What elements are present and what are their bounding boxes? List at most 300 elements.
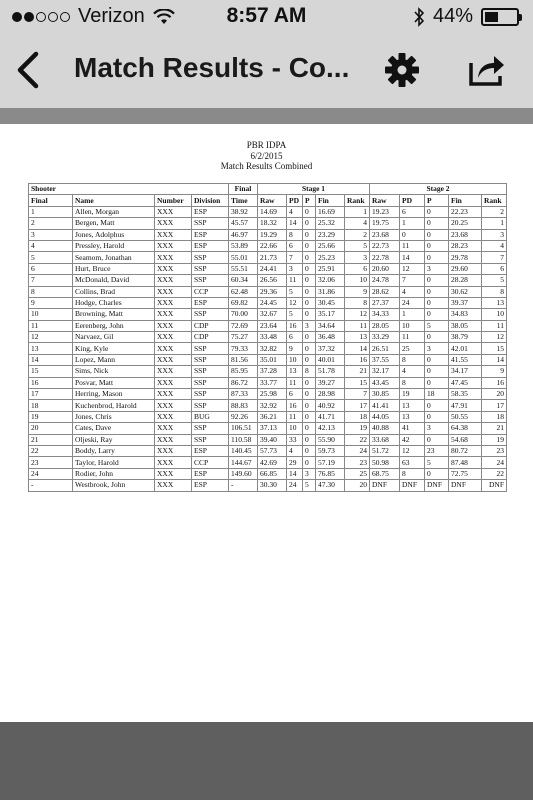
- table-cell: 14.69: [258, 206, 287, 217]
- table-cell: 7: [400, 275, 425, 286]
- table-cell: BUG: [192, 411, 229, 422]
- table-cell: 66.85: [258, 468, 287, 479]
- table-cell: 17: [345, 400, 370, 411]
- column-header: Raw: [370, 195, 400, 206]
- table-cell: Rodier, John: [73, 468, 155, 479]
- table-cell: 0: [303, 275, 316, 286]
- table-cell: 33.68: [370, 434, 400, 445]
- table-cell: SSP: [192, 252, 229, 263]
- table-cell: 69.82: [229, 297, 258, 308]
- table-cell: 9: [29, 297, 73, 308]
- table-cell: 0: [425, 206, 449, 217]
- table-cell: 2: [482, 206, 507, 217]
- table-cell: 40.92: [316, 400, 345, 411]
- table-cell: 0: [425, 354, 449, 365]
- table-cell: 1: [482, 218, 507, 229]
- column-header: Name: [73, 195, 155, 206]
- table-cell: 9: [345, 286, 370, 297]
- group-stage1: Stage 1: [258, 184, 370, 195]
- table-cell: 10: [287, 423, 303, 434]
- table-cell: 4: [29, 240, 73, 251]
- table-cell: SSP: [192, 309, 229, 320]
- table-cell: 59.73: [316, 445, 345, 456]
- table-cell: 18.32: [258, 218, 287, 229]
- table-cell: 12: [482, 332, 507, 343]
- table-cell: XXX: [155, 297, 192, 308]
- table-cell: 12: [400, 445, 425, 456]
- table-cell: 24.41: [258, 263, 287, 274]
- table-cell: 32.17: [370, 366, 400, 377]
- status-time: 8:57 AM: [226, 4, 307, 27]
- table-cell: 12: [29, 332, 73, 343]
- table-cell: 43.45: [370, 377, 400, 388]
- table-row: [29, 297, 507, 308]
- table-cell: 3: [303, 468, 316, 479]
- table-cell: SSP: [192, 389, 229, 400]
- table-cell: 40.01: [316, 354, 345, 365]
- table-cell: 37.32: [316, 343, 345, 354]
- table-cell: 0: [303, 377, 316, 388]
- table-cell: 16: [482, 377, 507, 388]
- table-cell: 1: [400, 309, 425, 320]
- table-cell: 140.45: [229, 445, 258, 456]
- table-row: [29, 434, 507, 445]
- table-cell: 22.78: [370, 252, 400, 263]
- table-cell: 32.82: [258, 343, 287, 354]
- table-cell: 0: [425, 252, 449, 263]
- table-cell: 0: [425, 332, 449, 343]
- table-cell: 3: [425, 263, 449, 274]
- table-cell: 22: [345, 434, 370, 445]
- table-cell: 6: [345, 263, 370, 274]
- table-cell: 28.98: [316, 389, 345, 400]
- table-cell: 7: [29, 275, 73, 286]
- table-cell: XXX: [155, 206, 192, 217]
- table-cell: 51.78: [316, 366, 345, 377]
- table-cell: Pressley, Harold: [73, 240, 155, 251]
- table-cell: 6: [400, 206, 425, 217]
- table-cell: 5: [482, 275, 507, 286]
- table-cell: 3: [425, 423, 449, 434]
- group-final: Final: [229, 184, 258, 195]
- table-cell: 64.38: [449, 423, 482, 434]
- table-cell: 8: [482, 286, 507, 297]
- page-title: Match Results - Co...: [74, 52, 350, 83]
- table-cell: 45.57: [229, 218, 258, 229]
- table-cell: 6: [29, 263, 73, 274]
- table-cell: 22.73: [370, 240, 400, 251]
- table-cell: XXX: [155, 252, 192, 263]
- table-cell: 10: [29, 309, 73, 320]
- table-cell: 0: [400, 229, 425, 240]
- table-cell: 0: [303, 343, 316, 354]
- table-cell: XXX: [155, 411, 192, 422]
- table-row: [29, 389, 507, 400]
- table-cell: 9: [482, 366, 507, 377]
- table-cell: Narvaez, Gil: [73, 332, 155, 343]
- table-cell: 20.25: [449, 218, 482, 229]
- table-cell: 5: [303, 480, 316, 491]
- table-cell: 0: [425, 309, 449, 320]
- column-header: Final: [29, 195, 73, 206]
- table-cell: 8: [400, 354, 425, 365]
- table-cell: 20.60: [370, 263, 400, 274]
- table-cell: 92.26: [229, 411, 258, 422]
- column-header: Fin: [449, 195, 482, 206]
- table-cell: 0: [303, 297, 316, 308]
- table-body: [29, 206, 507, 491]
- table-cell: Allen, Morgan: [73, 206, 155, 217]
- table-cell: Oljeski, Ray: [73, 434, 155, 445]
- table-cell: 41.41: [370, 400, 400, 411]
- table-cell: 15: [482, 343, 507, 354]
- table-cell: 58.35: [449, 389, 482, 400]
- table-cell: 0: [303, 389, 316, 400]
- table-cell: 33.77: [258, 377, 287, 388]
- table-cell: 5: [287, 309, 303, 320]
- table-cell: 106.51: [229, 423, 258, 434]
- group-shooter: Shooter: [29, 184, 229, 195]
- bluetooth-icon: [413, 7, 425, 27]
- document-view[interactable]: [0, 124, 533, 722]
- table-cell: 6: [482, 263, 507, 274]
- table-cell: XXX: [155, 229, 192, 240]
- table-cell: 0: [303, 286, 316, 297]
- table-cell: 22.66: [258, 240, 287, 251]
- table-cell: 25.91: [316, 263, 345, 274]
- table-cell: 26.56: [258, 275, 287, 286]
- table-cell: 12: [345, 309, 370, 320]
- battery-level: [485, 12, 498, 22]
- table-cell: SSP: [192, 434, 229, 445]
- table-cell: Jones, Chris: [73, 411, 155, 422]
- table-cell: 14: [287, 218, 303, 229]
- column-header: PD: [287, 195, 303, 206]
- table-cell: 11: [287, 275, 303, 286]
- table-cell: 46.97: [229, 229, 258, 240]
- table-cell: 47.45: [449, 377, 482, 388]
- gear-icon[interactable]: [384, 52, 420, 88]
- table-cell: 35.17: [316, 309, 345, 320]
- table-cell: 15: [345, 377, 370, 388]
- table-cell: 42.69: [258, 457, 287, 468]
- table-cell: 15: [29, 366, 73, 377]
- table-cell: 70.00: [229, 309, 258, 320]
- table-cell: XXX: [155, 445, 192, 456]
- table-cell: 36.48: [316, 332, 345, 343]
- table-cell: 75.27: [229, 332, 258, 343]
- table-cell: XXX: [155, 389, 192, 400]
- table-cell: 19.75: [370, 218, 400, 229]
- table-cell: XXX: [155, 468, 192, 479]
- table-cell: 8: [303, 366, 316, 377]
- table-cell: CCP: [192, 457, 229, 468]
- table-cell: Westbrook, John: [73, 480, 155, 491]
- chevron-left-icon[interactable]: [14, 50, 44, 90]
- table-cell: 0: [425, 286, 449, 297]
- table-cell: 85.95: [229, 366, 258, 377]
- table-row: [29, 240, 507, 251]
- table-cell: 19.29: [258, 229, 287, 240]
- table-cell: 19: [482, 434, 507, 445]
- table-cell: Posvar, Matt: [73, 377, 155, 388]
- table-cell: 76.85: [316, 468, 345, 479]
- table-cell: 26.51: [370, 343, 400, 354]
- table-cell: 24: [287, 480, 303, 491]
- table-cell: 18: [482, 411, 507, 422]
- table-cell: XXX: [155, 400, 192, 411]
- table-cell: 14: [400, 252, 425, 263]
- table-row: [29, 377, 507, 388]
- table-cell: SSP: [192, 377, 229, 388]
- table-cell: 33.48: [258, 332, 287, 343]
- table-column-header-row: [29, 195, 507, 206]
- table-cell: 4: [482, 240, 507, 251]
- table-cell: 0: [425, 218, 449, 229]
- table-cell: 34.83: [449, 309, 482, 320]
- battery-percent: 44%: [432, 5, 473, 27]
- table-cell: 18: [345, 411, 370, 422]
- table-row: [29, 206, 507, 217]
- table-cell: 11: [400, 240, 425, 251]
- column-header: P: [425, 195, 449, 206]
- table-cell: 60.34: [229, 275, 258, 286]
- table-cell: Kuchenbrod, Harold: [73, 400, 155, 411]
- table-cell: 54.68: [449, 434, 482, 445]
- table-cell: 14: [345, 343, 370, 354]
- table-cell: 4: [287, 206, 303, 217]
- table-cell: ESP: [192, 445, 229, 456]
- table-cell: ESP: [192, 240, 229, 251]
- table-cell: 13: [400, 411, 425, 422]
- table-cell: DNF: [370, 480, 400, 491]
- table-cell: DNF: [482, 480, 507, 491]
- battery-icon: [481, 8, 519, 26]
- table-cell: 5: [425, 457, 449, 468]
- table-cell: 0: [303, 309, 316, 320]
- column-header: Division: [192, 195, 229, 206]
- table-cell: 5: [425, 320, 449, 331]
- table-cell: 34.17: [449, 366, 482, 377]
- table-cell: 23.68: [370, 229, 400, 240]
- table-cell: Lopez, Mann: [73, 354, 155, 365]
- table-cell: 31.86: [316, 286, 345, 297]
- table-cell: 4: [400, 286, 425, 297]
- column-header: P: [303, 195, 316, 206]
- table-cell: SSP: [192, 354, 229, 365]
- table-cell: 27.37: [370, 297, 400, 308]
- table-row: [29, 457, 507, 468]
- table-cell: XXX: [155, 309, 192, 320]
- table-cell: 11: [29, 320, 73, 331]
- table-cell: 24: [482, 457, 507, 468]
- table-cell: 32.92: [258, 400, 287, 411]
- column-header: Time: [229, 195, 258, 206]
- table-cell: 16: [345, 354, 370, 365]
- table-cell: 32.06: [316, 275, 345, 286]
- column-header: Raw: [258, 195, 287, 206]
- table-cell: 10: [287, 354, 303, 365]
- table-cell: 4: [345, 218, 370, 229]
- table-cell: 23: [482, 445, 507, 456]
- table-cell: 19.23: [370, 206, 400, 217]
- table-cell: 0: [425, 240, 449, 251]
- table-cell: 12: [287, 297, 303, 308]
- table-cell: Cates, Dave: [73, 423, 155, 434]
- table-cell: 0: [303, 457, 316, 468]
- table-cell: 10: [400, 320, 425, 331]
- table-cell: 41: [400, 423, 425, 434]
- table-cell: 34.64: [316, 320, 345, 331]
- table-row: [29, 468, 507, 479]
- table-cell: 0: [425, 400, 449, 411]
- table-cell: 22: [482, 468, 507, 479]
- table-cell: 0: [303, 354, 316, 365]
- table-cell: 28.23: [449, 240, 482, 251]
- table-cell: 29.60: [449, 263, 482, 274]
- table-cell: 25.66: [316, 240, 345, 251]
- table-cell: 4: [287, 445, 303, 456]
- table-cell: 23: [29, 457, 73, 468]
- table-cell: 50.98: [370, 457, 400, 468]
- table-cell: Jones, Adolphus: [73, 229, 155, 240]
- table-row: [29, 354, 507, 365]
- doc-title: PBR IDPA: [246, 140, 287, 150]
- table-cell: Hodge, Charles: [73, 297, 155, 308]
- table-cell: 0: [425, 297, 449, 308]
- table-cell: Hurt, Bruce: [73, 263, 155, 274]
- table-cell: CCP: [192, 286, 229, 297]
- table-row: [29, 218, 507, 229]
- table-cell: 14: [287, 468, 303, 479]
- table-cell: 6: [287, 240, 303, 251]
- table-cell: 37.55: [370, 354, 400, 365]
- table-cell: 0: [303, 332, 316, 343]
- table-cell: 24.78: [370, 275, 400, 286]
- share-icon[interactable]: [466, 51, 506, 87]
- table-cell: 8: [345, 297, 370, 308]
- table-cell: 21: [482, 423, 507, 434]
- table-cell: XXX: [155, 480, 192, 491]
- table-cell: 33: [287, 434, 303, 445]
- table-cell: 13: [345, 332, 370, 343]
- status-right: [413, 5, 519, 28]
- table-cell: XXX: [155, 354, 192, 365]
- table-cell: 81.56: [229, 354, 258, 365]
- table-cell: SSP: [192, 366, 229, 377]
- table-cell: ESP: [192, 297, 229, 308]
- table-cell: 21.73: [258, 252, 287, 263]
- table-cell: ESP: [192, 468, 229, 479]
- table-cell: 0: [425, 377, 449, 388]
- table-cell: 22.23: [449, 206, 482, 217]
- table-cell: 7: [287, 252, 303, 263]
- table-cell: 1: [345, 206, 370, 217]
- table-cell: XXX: [155, 343, 192, 354]
- table-cell: XXX: [155, 332, 192, 343]
- table-cell: 0: [303, 263, 316, 274]
- document-header: [0, 140, 533, 172]
- table-cell: 24.45: [258, 297, 287, 308]
- table-cell: CDP: [192, 320, 229, 331]
- table-cell: 30.85: [370, 389, 400, 400]
- table-cell: 30.62: [449, 286, 482, 297]
- table-cell: SSP: [192, 400, 229, 411]
- table-cell: 30.30: [258, 480, 287, 491]
- table-cell: 20: [29, 423, 73, 434]
- table-row: [29, 320, 507, 331]
- column-header: Number: [155, 195, 192, 206]
- table-cell: DNF: [400, 480, 425, 491]
- table-cell: 25.32: [316, 218, 345, 229]
- table-cell: 68.75: [370, 468, 400, 479]
- table-cell: 16: [29, 377, 73, 388]
- column-header: Rank: [345, 195, 370, 206]
- table-cell: 29.78: [449, 252, 482, 263]
- table-cell: 24: [345, 445, 370, 456]
- table-cell: 63: [400, 457, 425, 468]
- table-cell: 86.72: [229, 377, 258, 388]
- table-cell: 24: [29, 468, 73, 479]
- table-cell: 5: [287, 286, 303, 297]
- table-cell: DNF: [449, 480, 482, 491]
- table-cell: 0: [303, 218, 316, 229]
- table-cell: XXX: [155, 457, 192, 468]
- table-cell: 25.23: [316, 252, 345, 263]
- table-cell: 42.13: [316, 423, 345, 434]
- table-cell: Taylor, Harold: [73, 457, 155, 468]
- table-cell: 21: [345, 366, 370, 377]
- table-row: [29, 309, 507, 320]
- table-row: [29, 400, 507, 411]
- table-cell: 16.69: [316, 206, 345, 217]
- table-cell: 3: [482, 229, 507, 240]
- table-cell: SSP: [192, 218, 229, 229]
- table-cell: 55.51: [229, 263, 258, 274]
- table-cell: 39.27: [316, 377, 345, 388]
- table-cell: 14: [29, 354, 73, 365]
- table-row: [29, 252, 507, 263]
- table-cell: 19: [29, 411, 73, 422]
- table-cell: 3: [345, 252, 370, 263]
- table-cell: 55.90: [316, 434, 345, 445]
- table-cell: 11: [400, 332, 425, 343]
- column-header: Fin: [316, 195, 345, 206]
- table-cell: 8: [29, 286, 73, 297]
- table-cell: 23: [345, 457, 370, 468]
- table-cell: King, Kyle: [73, 343, 155, 354]
- table-cell: 18: [29, 400, 73, 411]
- table-cell: 25: [345, 468, 370, 479]
- table-cell: 1: [29, 206, 73, 217]
- table-cell: 17: [482, 400, 507, 411]
- table-cell: 10: [482, 309, 507, 320]
- table-cell: 37.13: [258, 423, 287, 434]
- table-cell: 11: [287, 377, 303, 388]
- group-stage2: Stage 2: [370, 184, 507, 195]
- table-cell: 40.88: [370, 423, 400, 434]
- table-cell: 0: [303, 240, 316, 251]
- table-cell: 51.72: [370, 445, 400, 456]
- table-cell: 7: [345, 389, 370, 400]
- table-cell: 44.05: [370, 411, 400, 422]
- table-cell: 0: [303, 411, 316, 422]
- table-cell: Collins, Brad: [73, 286, 155, 297]
- table-cell: 13: [482, 297, 507, 308]
- table-group-header-row: [29, 184, 507, 195]
- carrier-name: Verizon: [78, 5, 145, 27]
- column-header: PD: [400, 195, 425, 206]
